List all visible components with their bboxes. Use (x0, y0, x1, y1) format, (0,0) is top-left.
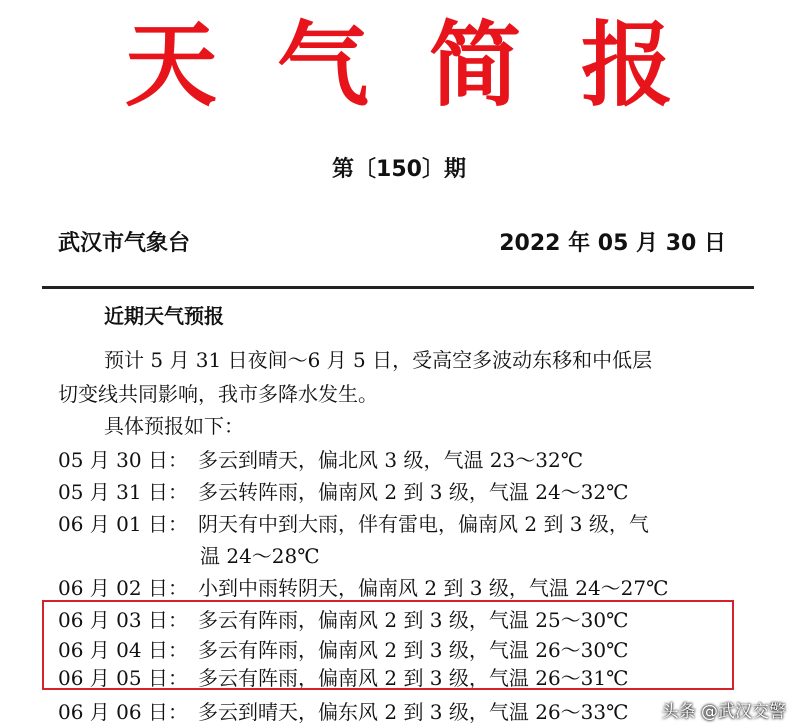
forecast-row (58, 508, 649, 537)
forecast-date: 06 月 01 日： (58, 512, 188, 536)
title-char-1: 天 (124, 11, 217, 119)
title-char-2: 气 (276, 11, 369, 119)
forecast-text: 多云有阵雨，偏南风 2 到 3 级，气温 25～30℃ (198, 608, 629, 632)
watermark: 头条 @武汉交警 (661, 702, 786, 722)
forecast-continuation: 温 24～28℃ (200, 544, 320, 568)
forecast-date: 05 月 31 日： (58, 480, 188, 504)
forecast-row (58, 476, 629, 505)
header-divider (42, 286, 754, 289)
forecast-date: 06 月 02 日： (58, 576, 188, 600)
highlight-box (42, 600, 734, 690)
forecast-text: 多云有阵雨，偏南风 2 到 3 级，气温 26～31℃ (198, 666, 629, 690)
forecast-date: 06 月 05 日： (58, 666, 188, 690)
forecast-row (58, 444, 583, 473)
forecast-date: 06 月 06 日： (58, 700, 188, 724)
intro-line-3: 具体预报如下： (104, 414, 244, 438)
forecast-text: 多云有阵雨，偏南风 2 到 3 级，气温 26～30℃ (198, 638, 629, 662)
forecast-text: 多云到晴天，偏北风 3 级，气温 23～32℃ (198, 448, 584, 472)
intro-line-2: 切变线共同影响，我市多降水发生。 (58, 382, 378, 406)
title-char-3: 简 (429, 11, 522, 119)
forecast-text: 多云转阵雨，偏南风 2 到 3 级，气温 24～32℃ (198, 480, 629, 504)
forecast-row (58, 572, 669, 601)
issue-number: 第〔150〕期 (332, 157, 466, 182)
intro-line-1: 预计 5 月 31 日夜间～6 月 5 日，受高空多波动东移和中低层 (104, 348, 653, 372)
forecast-date: 05 月 30 日： (58, 448, 188, 472)
forecast-text: 小到中雨转阴天，偏南风 2 到 3 级，气温 24～27℃ (198, 576, 669, 600)
forecast-date: 06 月 03 日： (58, 608, 188, 632)
forecast-text: 阴天有中到大雨，伴有雷电，偏南风 2 到 3 级，气 (198, 512, 649, 536)
organization: 武汉市气象台 (58, 231, 191, 256)
forecast-date: 06 月 04 日： (58, 638, 188, 662)
forecast-row (58, 696, 629, 725)
title-char-4: 报 (581, 11, 674, 119)
masthead-title (0, 10, 798, 120)
section-title: 近期天气预报 (104, 304, 224, 328)
issue-date: 2022 年 05 月 30 日 (499, 231, 726, 256)
forecast-text: 多云到晴天，偏东风 2 到 3 级，气温 26～33℃ (198, 700, 629, 724)
